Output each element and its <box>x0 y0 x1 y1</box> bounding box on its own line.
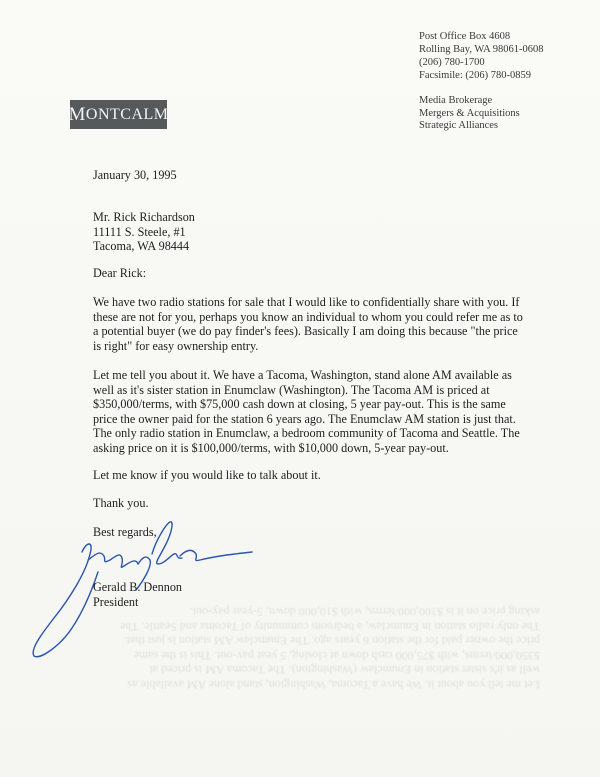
service-item: Strategic Alliances <box>419 120 499 131</box>
signer-title: President <box>93 594 139 609</box>
paragraph-line: asking price on it is $100,000/terms, with $10,000 down, 5-year pay-out. <box>93 440 449 455</box>
paragraph-line: The only radio station in Enumclaw, a bedroom community of Tacoma and Seattle. The <box>93 426 520 441</box>
closing-line: Best regards, <box>93 525 157 539</box>
paragraph-line: price the owner paid for the station 6 years ago. The Enumclaw AM station is just that. <box>93 411 516 426</box>
paragraph-line: these are not for you, perhaps you know an individual to whom you could refer me as to <box>93 309 523 324</box>
salutation: Dear Rick: <box>93 266 147 280</box>
fax-line: Facsimile: (206) 780-0859 <box>419 70 531 81</box>
paragraph-line: is right" for easy ownership entry. <box>93 338 259 353</box>
recipient-name: Mr. Rick Richardson <box>93 210 195 224</box>
bleed-line: The only radio station in Enumclaw, a bedroom community of Tacoma and Seattle. The <box>119 620 540 634</box>
recipient-street: 11111 S. Steele, #1 <box>93 224 186 239</box>
service-item: Mergers & Acquisitions <box>419 107 520 119</box>
bleed-line: Let me tell you about it. We have a Tacoma, Washington, stand alone AM available as <box>127 678 540 692</box>
paragraph-2 <box>93 368 533 456</box>
logo-text: ONTCALM <box>85 105 169 123</box>
services-list <box>419 95 520 133</box>
paragraph-line: We have two radio stations for sale that I would like to confidentially share with you. If <box>93 295 520 309</box>
bleed-line: price the owner paid for the station 6 years ago. The Enumclaw AM station is just that. <box>123 634 540 649</box>
letter-date: January 30, 1995 <box>93 168 177 182</box>
bleed-line: asking price on it is $100,000/terms, with $10,000 down, 5-year pay-out. <box>189 605 540 620</box>
recipient-address <box>93 210 533 254</box>
service-item: Media Brokerage <box>419 95 493 106</box>
return-address <box>419 30 544 82</box>
paragraph-line: well as it's sister station in Enumclaw (Washington). The Tacoma AM is priced at <box>93 382 490 397</box>
paragraph-3: Let me know if you would like to talk about it. <box>93 468 321 482</box>
address-line: Post Office Box 4608 <box>419 31 511 42</box>
logo-initial: M <box>68 103 86 125</box>
bleed-line: $350,000/terms, with $75,000 cash down at closing, 5 year pay-out. This is the same <box>133 649 540 663</box>
paragraph-line: Let me tell you about it. We have a Tacoma, Washington, stand alone AM available as <box>93 368 512 382</box>
paragraph-line: a potential buyer (we do pay finder's fees). Basically I am doing this because "the price <box>93 324 518 339</box>
phone-line: (206) 780-1700 <box>419 57 485 68</box>
paragraph-line: $350,000/terms, with $75,000 cash down at closing, 5 year pay-out. This is the same <box>93 397 506 412</box>
recipient-city: Tacoma, WA 98444 <box>93 239 190 254</box>
show-through-bleed <box>120 605 540 692</box>
signer-name: Gerald B. Dennon <box>93 580 183 594</box>
address-line: Rolling Bay, WA 98061-0608 <box>419 44 544 55</box>
company-logo <box>70 100 167 129</box>
thanks-line: Thank you. <box>93 496 149 510</box>
bleed-line: well as it's sister station in Enumclaw (Washington). The Tacoma AM is priced at <box>149 663 540 678</box>
paragraph-1 <box>93 295 533 353</box>
